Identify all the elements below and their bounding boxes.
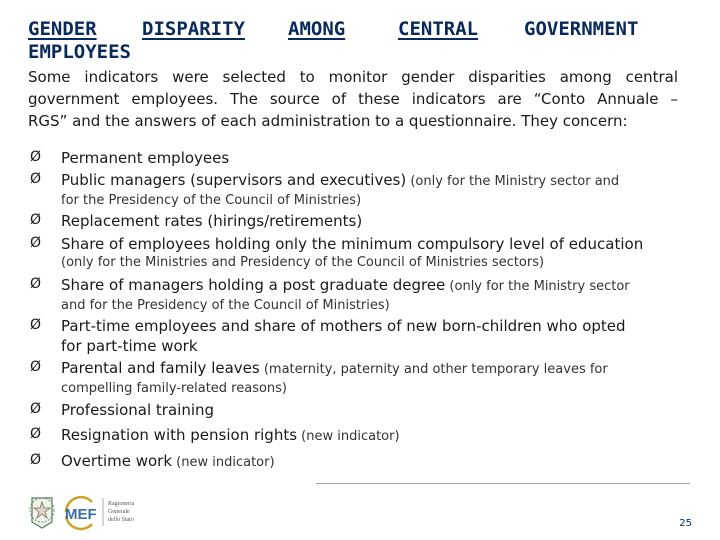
item-note: (new indicator) xyxy=(297,429,400,444)
item-note: (maternity, paternity and other temporary leaves for xyxy=(259,362,608,377)
item-text: Professional training xyxy=(61,401,215,419)
title-word: GENDER xyxy=(28,18,97,40)
arrow-bullet-icon: Ø xyxy=(30,276,42,292)
item-text: Resignation with pension rights xyxy=(61,426,298,444)
item-subnote: (only for the Ministries and Presidency of the Council of Ministries sectors) xyxy=(61,255,545,270)
footer-divider xyxy=(316,483,690,484)
title-word: GOVERNMENT xyxy=(524,18,639,40)
arrow-bullet-icon: Ø xyxy=(30,452,42,468)
mef-caption-line: Ragioneria xyxy=(108,501,135,507)
item-continuation: for part-time work xyxy=(61,337,198,355)
page-number: 25 xyxy=(679,518,692,529)
arrow-bullet-icon: Ø xyxy=(30,359,42,375)
ministry-logo xyxy=(26,492,166,532)
item-text: Permanent employees xyxy=(61,149,230,167)
mef-caption-line: Generale xyxy=(108,509,130,515)
intro-paragraph xyxy=(28,66,678,132)
title-word: EMPLOYEES xyxy=(28,41,131,63)
footer-logos xyxy=(26,492,166,532)
arrow-bullet-icon: Ø xyxy=(30,401,42,417)
item-subnote: for the Presidency of the Council of Ministries) xyxy=(61,193,362,208)
item-text: Replacement rates (hirings/retirements) xyxy=(61,212,363,230)
arrow-bullet-icon: Ø xyxy=(30,235,42,251)
item-text: Parental and family leaves xyxy=(61,359,260,377)
arrow-bullet-icon: Ø xyxy=(30,212,42,228)
intro-line: RGS” and the answers of each administration to a questionnaire. They concern: xyxy=(28,112,628,130)
arrow-bullet-icon: Ø xyxy=(30,426,42,442)
item-note: (new indicator) xyxy=(172,455,275,470)
arrow-bullet-icon: Ø xyxy=(30,171,42,187)
item-subnote: compelling family-related reasons) xyxy=(61,381,288,396)
item-subnote: and for the Presidency of the Council of Ministries) xyxy=(61,298,390,313)
title-word: DISPARITY xyxy=(142,18,245,40)
arrow-bullet-icon: Ø xyxy=(30,317,42,333)
item-text: Overtime work xyxy=(61,452,173,470)
title-word: CENTRAL xyxy=(398,18,479,40)
intro-line: Some indicators were selected to monitor gender disparities among central xyxy=(28,68,678,86)
emblem-icon xyxy=(30,498,54,528)
mef-caption-line: dello Stato xyxy=(108,517,134,523)
item-text: Part-time employees and share of mothers of new born-children who opted xyxy=(61,317,626,335)
title-word: AMONG xyxy=(288,18,346,40)
item-text: Share of managers holding a post graduate degree xyxy=(61,276,446,294)
mef-mark xyxy=(65,497,135,529)
item-text: Public managers (supervisors and executives) xyxy=(61,171,407,189)
item-text: Share of employees holding only the minimum compulsory level of education xyxy=(61,235,644,253)
arrow-bullet-icon: Ø xyxy=(30,149,42,165)
item-note: (only for the Ministry sector and xyxy=(406,174,620,189)
intro-line: government employees. The source of these indicators are “Conto Annuale – xyxy=(28,90,678,108)
item-note: (only for the Ministry sector xyxy=(445,279,630,294)
mef-logo-text: MEF xyxy=(65,506,97,523)
